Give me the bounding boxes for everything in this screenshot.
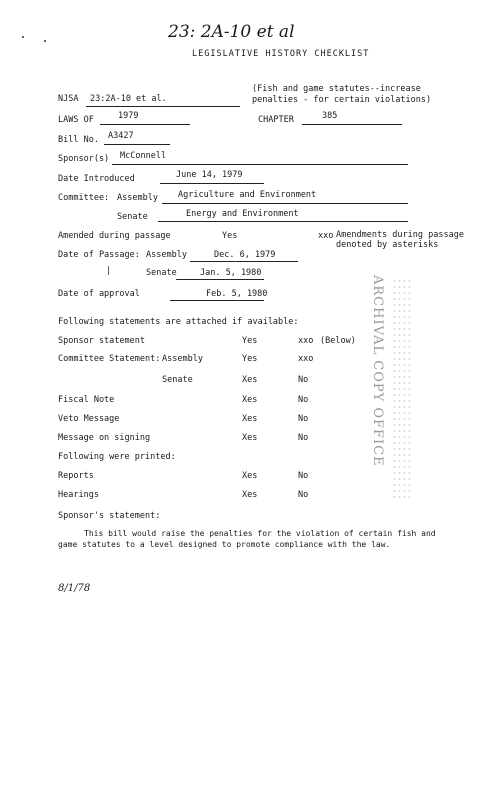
hearings-yes: Xes xyxy=(242,490,258,500)
committee-statement-label: Committee Statement: xyxy=(58,354,161,364)
laws-underline xyxy=(100,124,190,125)
sponsor-label: Sponsor(s) xyxy=(58,154,110,164)
sponsor-value: McConnell xyxy=(120,151,167,161)
amended-note: Amendments during passage denoted by asterisks xyxy=(336,230,464,250)
chapter-value: 385 xyxy=(322,111,338,121)
fiscal-note-no: No xyxy=(298,395,309,405)
passage-senate-label: Senate xyxy=(146,268,177,278)
hearings-no: No xyxy=(298,490,309,500)
bill-value: A3427 xyxy=(108,131,134,141)
committee-statement-assembly-yes: Yes xyxy=(242,354,258,364)
committee-statement-assembly-no: xxo xyxy=(298,354,314,364)
committee-label: Committee: xyxy=(58,193,110,203)
veto-message-label: Veto Message xyxy=(58,414,120,424)
veto-message-yes: Xes xyxy=(242,414,258,424)
amended-label: Amended during passage xyxy=(58,231,171,241)
message-signing-no: No xyxy=(298,433,309,443)
passage-tick: | xyxy=(106,266,112,276)
printed-heading: Following were printed: xyxy=(58,452,176,462)
committee-statement-senate: Senate xyxy=(162,375,193,385)
sponsors-statement-heading: Sponsor's statement: xyxy=(58,511,161,521)
bill-label: Bill No. xyxy=(58,135,99,145)
message-signing-label: Message on signing xyxy=(58,433,151,443)
committee-statement-assembly: Assembly xyxy=(162,354,203,364)
laws-of-value: 1979 xyxy=(118,111,139,121)
archival-stamp: ARCHIVAL COPY OFFICE xyxy=(370,275,385,467)
reports-yes: Xes xyxy=(242,471,258,481)
margin-mark xyxy=(44,40,46,42)
hearings-label: Hearings xyxy=(58,490,99,500)
approval-label: Date of approval xyxy=(58,289,140,299)
committee-senate-value: Energy and Environment xyxy=(186,209,299,219)
sponsor-statement-no: xxo xyxy=(298,336,314,346)
statements-heading: Following statements are attached if available: xyxy=(58,317,299,327)
approval-underline xyxy=(170,300,264,301)
page-title: LEGISLATIVE HISTORY CHECKLIST xyxy=(192,49,370,59)
statement-text-line-1: This bill would raise the penalties for the violation of certain fish and xyxy=(84,529,436,538)
fiscal-note-label: Fiscal Note xyxy=(58,395,115,405)
statement-text-line-2: game statutes to a level designed to promote compliance with the law. xyxy=(58,540,391,549)
passage-senate-underline xyxy=(176,279,264,280)
committee-senate-underline xyxy=(158,221,408,222)
committee-senate-label: Senate xyxy=(117,212,148,222)
passage-label: Date of Passage: xyxy=(58,250,140,260)
margin-mark xyxy=(22,36,24,38)
njsa-label: NJSA xyxy=(58,94,79,104)
message-signing-yes: Xes xyxy=(242,433,258,443)
sponsor-underline xyxy=(112,164,408,165)
passage-assembly-value: Dec. 6, 1979 xyxy=(214,250,276,260)
date-introduced-value: June 14, 1979 xyxy=(176,170,243,180)
njsa-value: 23:2A-10 et al. xyxy=(90,94,167,104)
sponsor-statement-yes: Yes xyxy=(242,336,258,346)
sponsor-statement-label: Sponsor statement xyxy=(58,336,145,346)
date-introduced-underline xyxy=(160,183,264,184)
committee-assembly-value: Agriculture and Environment xyxy=(178,190,317,200)
njsa-description: (Fish and game statutes--increase penalties - for certain violations) xyxy=(252,84,432,105)
reports-label: Reports xyxy=(58,471,94,481)
veto-message-no: No xyxy=(298,414,309,424)
passage-assembly-label: Assembly xyxy=(146,250,187,260)
sponsor-statement-extra: (Below) xyxy=(320,336,356,346)
chapter-underline xyxy=(302,124,402,125)
amended-yes: Yes xyxy=(222,231,238,241)
njsa-underline xyxy=(86,106,240,107)
passage-assembly-underline xyxy=(190,261,298,262)
stamp-speckle xyxy=(392,278,412,498)
bill-underline xyxy=(104,144,170,145)
amended-no: xxo xyxy=(318,231,334,241)
reports-no: No xyxy=(298,471,309,481)
date-introduced-label: Date Introduced xyxy=(58,174,135,184)
approval-value: Feb. 5, 1980 xyxy=(206,289,268,299)
committee-assembly-label: Assembly xyxy=(117,193,158,203)
committee-statement-senate-no: No xyxy=(298,375,309,385)
laws-of-label: LAWS OF xyxy=(58,115,94,125)
handwritten-citation: 23: 2A-10 et al xyxy=(168,22,295,42)
passage-senate-value: Jan. 5, 1980 xyxy=(200,268,262,278)
chapter-label: CHAPTER xyxy=(258,115,294,125)
committee-statement-senate-yes: Xes xyxy=(242,375,258,385)
fiscal-note-yes: Xes xyxy=(242,395,258,405)
committee-assembly-underline xyxy=(162,203,408,204)
footer-initials: 8/1/78 xyxy=(58,583,91,594)
